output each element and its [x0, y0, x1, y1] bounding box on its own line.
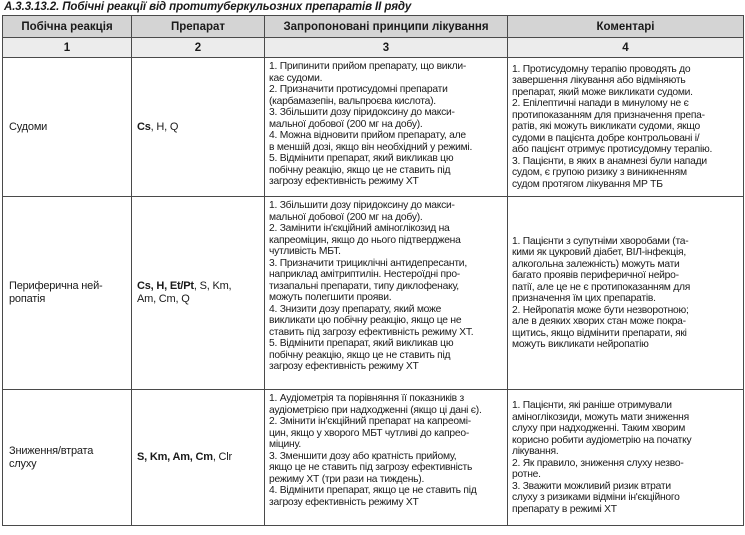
treatment-line: 3. Призначити трициклічні антидепресанти,: [269, 257, 467, 269]
comments-line: корисно робити аудіометрію на початку: [512, 434, 692, 446]
comments-line: препарату в режимі ХТ: [512, 503, 617, 515]
side-effects-table: [2, 15, 744, 526]
treatment-line: 3. Збільшити дозу піридоксину до макси-: [269, 107, 455, 118]
treatment-line: в меншій дозі, якщо він необхідний у режимі.: [269, 141, 473, 153]
reaction-text: слуху: [9, 457, 37, 470]
column-number: 2: [132, 38, 265, 58]
comments-line: слуху з ризиками відміни ін'єкційного: [512, 492, 680, 503]
treatment-line: 4. Знизити дозу препарату, який може: [269, 303, 442, 315]
drug-primary: Cs: [137, 120, 151, 133]
table-row: [3, 197, 744, 390]
treatment-line: аудіометрією при надходженні (якщо ці дані є).: [269, 404, 482, 416]
treatment-line: цин, якщо у хворого МБТ чутливі до капрео-: [269, 427, 470, 439]
column-number: 1: [3, 38, 132, 58]
comments-line: 1. Пацієнти з супутніми хворобами (та-: [512, 235, 689, 247]
treatment-line: тизапальні препарати, типу диклофенаку,: [269, 280, 459, 292]
comments-line: 2. Як правило, зниження слуху незво-: [512, 457, 684, 469]
comments-line: алкогольна залежність) можуть мати: [512, 258, 680, 270]
treatment-line: 1. Збільшити дозу піридоксину до макси-: [269, 200, 455, 211]
header-drug: Препарат: [132, 16, 265, 38]
column-number: 4: [508, 38, 744, 58]
comments-cell: [508, 58, 744, 197]
treatment-line: 1. Припинити прийом препарату, що викли-: [269, 61, 467, 72]
reaction-text: Периферична ней-: [9, 280, 103, 292]
treatment-cell: [265, 390, 508, 526]
comments-line: 3. Пацієнти, в яких в анамнезі були напади: [512, 155, 707, 167]
drug-secondary: , S, Km,: [193, 280, 232, 292]
comments-line: ротне.: [512, 469, 541, 480]
treatment-line: міцину.: [269, 439, 301, 450]
drug-primary: S, Km, Am, Cm: [137, 451, 213, 463]
comments-line: препарат, який може викликати судоми.: [512, 86, 693, 98]
treatment-line: 2. Замінити ін'єкційний аміноглікозид на: [269, 223, 450, 234]
comments-line: 2. Епілептичні напади в минулому не є: [512, 98, 689, 110]
treatment-line: 5. Відмінити препарат, який викликав цю: [269, 153, 454, 164]
treatment-line: викликати цю побічну реакцію, якщо це не: [269, 315, 462, 326]
treatment-line: чутливість МБТ.: [269, 246, 341, 257]
drug-cell: [132, 390, 265, 526]
drug-secondary: Am, Cm, Q: [137, 293, 190, 305]
drug-cell: [132, 197, 265, 390]
treatment-cell: [265, 197, 508, 390]
treatment-line: 2. Змінити ін'єкційний препарат на капреомі-: [269, 416, 471, 427]
comments-line: 3. Зважити можливий ризик втрати: [512, 480, 671, 492]
comments-line: судоми в пацієнта добре контрольовані і/: [512, 132, 700, 144]
treatment-line: побічну реакцію, якщо це не ставить під: [269, 349, 451, 361]
treatment-line: якщо це не ставить під загрозу ефективність: [269, 462, 473, 473]
treatment-line: 3. Зменшити дозу або кратність прийому,: [269, 450, 457, 462]
comments-line: слуху при надходженні. Таким хворим: [512, 423, 686, 434]
treatment-line: мальної добової (200 мг на добу).: [269, 118, 423, 130]
comments-line: але в деяких хворих стан може покра-: [512, 316, 686, 327]
comments-line: протипоказанням для призначення препа-: [512, 109, 705, 121]
reaction-text: ропатія: [9, 293, 46, 305]
comments-line: щитись, якщо відмінити препарати, які: [512, 327, 687, 339]
comments-cell: [508, 390, 744, 526]
drug-line: [137, 293, 260, 306]
comments-line: судом протягом лікування МР ТБ: [512, 178, 663, 190]
comments-line: аміноглікозиди, можуть мати зниження: [512, 411, 689, 423]
table-row: [3, 58, 744, 197]
table-row: [3, 390, 744, 526]
treatment-line: (карбамазепін, вальпроєва кислота).: [269, 95, 436, 107]
header-comments: Коментарі: [508, 16, 744, 38]
drug-cell: [132, 58, 265, 197]
comments-line: судом, є групою ризику з виникненням: [512, 167, 687, 179]
comments-line: завершення лікування або відміняють: [512, 75, 686, 87]
treatment-line: наприклад амітриптилін. Нестероїдні про-: [269, 269, 460, 280]
treatment-line: 4. Відмінити препарат, якщо це не ставить під: [269, 485, 477, 496]
drug-line: [137, 451, 260, 464]
column-number-row: [3, 38, 744, 58]
treatment-line: можуть полегшити прояви.: [269, 292, 392, 303]
treatment-line: 5. Відмінити препарат, який викликав цю: [269, 338, 454, 349]
treatment-line: загрозу ефективність режиму ХТ: [269, 176, 419, 187]
comments-line: кими як цукровий діабет, ВІЛ-інфекція,: [512, 247, 686, 258]
reaction-text: Зниження/втрата: [9, 444, 94, 457]
reaction-cell: [3, 197, 132, 390]
treatment-line: мальної добової (200 мг на добу).: [269, 211, 423, 223]
treatment-line: 2. Призначити протисудомні препарати: [269, 84, 448, 95]
treatment-line: загрозу ефективність режиму ХТ: [269, 496, 419, 508]
reaction-cell: [3, 390, 132, 526]
treatment-line: 1. Аудіометрія та порівняння її показників з: [269, 393, 464, 404]
comments-cell: [508, 197, 744, 390]
treatment-line: капреоміцин, якщо до нього підтверджена: [269, 234, 461, 246]
drug-secondary: , Clr: [212, 451, 233, 463]
treatment-line: ставить під загрозу ефективність режиму ХТ.: [269, 326, 474, 338]
comments-line: лікування.: [512, 446, 559, 457]
drug-line: [137, 280, 260, 293]
comments-line: призначення їм цих препаратів.: [512, 293, 656, 304]
column-number: 3: [265, 38, 508, 58]
drug-primary: Cs, H, Et/Pt: [137, 280, 194, 292]
comments-line: багато проявів периферичної нейро-: [512, 270, 679, 281]
comments-line: або пацієнт отримує протисудомну терапію.: [512, 144, 713, 156]
comments-line: 1. Протисудомну терапію проводять до: [512, 63, 691, 75]
drug-line: [137, 121, 260, 134]
treatment-line: 4. Можна відновити прийом препарату, але: [269, 130, 466, 141]
comments-line: 1. Пацієнти, які раніше отримували: [512, 400, 672, 411]
comments-line: патії, але це не є протипоказанням для: [512, 281, 691, 293]
treatment-line: режиму ХТ (три рази на тиждень).: [269, 473, 425, 485]
drug-secondary: , H, Q: [150, 120, 179, 133]
reaction-cell: [3, 58, 132, 197]
comments-line: ратів, які можуть викликати судоми, якщо: [512, 121, 701, 133]
header-row: [3, 16, 744, 38]
treatment-line: кає судоми.: [269, 72, 323, 84]
comments-line: 2. Нейропатія може бути незворотною;: [512, 304, 689, 316]
treatment-cell: [265, 58, 508, 197]
treatment-line: побічну реакцію, якщо це не ставить під: [269, 164, 451, 176]
treatment-line: загрозу ефективність режиму ХТ: [269, 361, 419, 372]
reaction-text: Судоми: [9, 120, 48, 133]
comments-line: можуть викликати нейропатію: [512, 339, 649, 350]
header-reaction: Побічна реакція: [3, 16, 132, 38]
table-title: А.3.3.13.2. Побічні реакції від протитуберкульозних препаратів ІІ ряду: [4, 1, 412, 13]
header-treatment: Запропоновані принципи лікування: [265, 16, 508, 38]
